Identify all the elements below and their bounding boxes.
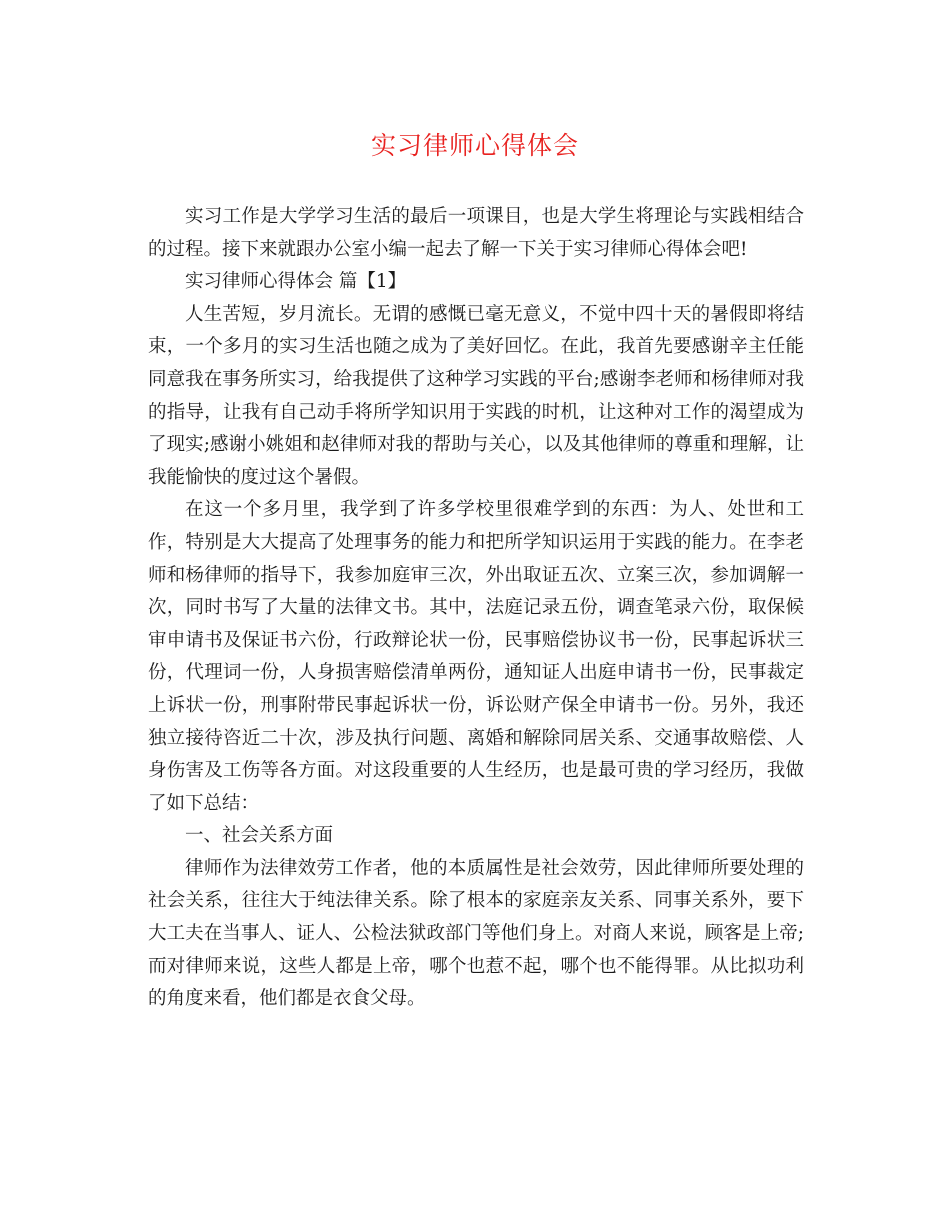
document-title: 实习律师心得体会 <box>370 131 579 160</box>
body-paragraph: 律师作为法律效劳工作者，他的本质属性是社会效劳，因此律师所要处理的社会关系，往往大于纯法律关系。除了根本的家庭亲友关系、同事关系外，要下大工夫在当事人、证人、公检法狱政部门等他们身上。对商人来说，顾客是上帝;而对律师来说，这些人都是上帝，哪个也惹不起，哪个也不能得罪。从比拟功利的角度来看，他们都是衣食父母。 <box>148 857 804 1010</box>
intro-paragraph: 实习工作是大学学习生活的最后一项课目，也是大学生将理论与实践相结合的过程。接下来就跟办公室小编一起去了解一下关于实习律师心得体会吧! <box>148 206 804 260</box>
document-body <box>148 201 804 1016</box>
section-heading: 实习律师心得体会 篇【1】 <box>185 271 407 293</box>
body-paragraph: 在这一个多月里，我学到了许多学校里很难学到的东西：为人、处世和工作，特别是大大提高了处理事务的能力和把所学知识运用于实践的能力。在李老师和杨律师的指导下，我参加庭审三次，外出取证五次、立案三次，参加调解一次，同时书写了大量的法律文书。其中，法庭记录五份，调查笔录六份，取保候审申请书及保证书六份，行政辩论状一份，民事赔偿协议书一份，民事起诉状三份，代理词一份，人身损害赔偿清单两份，通知证人出庭申请书一份，民事裁定上诉状一份，刑事附带民事起诉状一份，诉讼财产保全申请书一份。另外，我还独立接待咨近二十次，涉及执行问题、离婚和解除同居关系、交通事故赔偿、人身伤害及工伤等各方面。对这段重要的人生经历，也是最可贵的学习经历，我做了如下总结： <box>148 499 804 814</box>
body-paragraph: 人生苦短，岁月流长。无谓的感慨已毫无意义，不觉中四十天的暑假即将结束，一个多月的实习生活也随之成为了美好回忆。在此，我首先要感谢辛主任能同意我在事务所实习，给我提供了这种学习实践的平台;感谢李老师和杨律师对我的指导，让我有自己动手将所学知识用于实践的时机，让这种对工作的渴望成为了现实;感谢小姚姐和赵律师对我的帮助与关心，以及其他律师的尊重和理解，让我能愉快的度过这个暑假。 <box>148 303 804 488</box>
subsection-heading: 一、社会关系方面 <box>185 825 334 847</box>
